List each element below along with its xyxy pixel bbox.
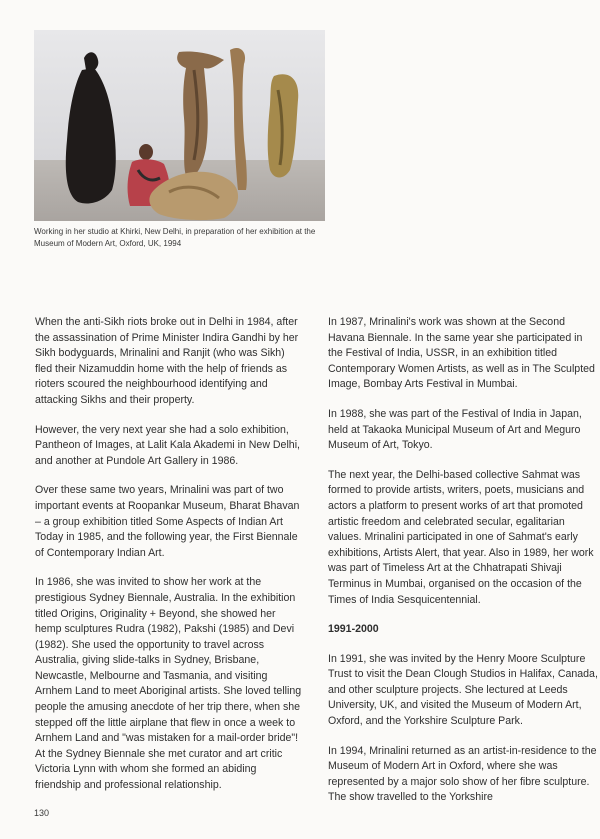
- photo-scene: [34, 30, 325, 221]
- studio-photograph: [34, 30, 325, 221]
- paragraph: However, the very next year she had a solo exhibition, Pantheon of Images, at Lalit Kala Akademi in New Delhi, and another at Pundole Art Gallery in 1986.: [35, 423, 300, 467]
- left-column: [35, 315, 303, 808]
- photo-caption: Working in her studio at Khirki, New Delhi, in preparation of her exhibition at the Museum of Modern Art, Oxford, UK, 1994: [34, 227, 316, 248]
- paragraph: When the anti-Sikh riots broke out in Delhi in 1984, after the assassination of Prime Minister Indira Gandhi by her Sikh bodyguards, Mrinalini and Ranjit (who was Sikh) fled their Nizamuddin home with the help of friends as rioters scoured the neighbourhood identifying and attacking Sikhs and their property.: [35, 316, 299, 406]
- page-number: 130: [34, 808, 50, 818]
- paragraph: The next year, the Delhi-based collective Sahmat was formed to provide artists, writers, poets, musicians and actors a platform to present works of art that promoted artistic freedom and celebrated secular, egalitarian values. Mrinalini participated in one of Sahmat's early exhibitions, Artists Alert, that year. Also in 1989, her work was part of Timeless Art at the Chhatrapati Shivaji Terminus in Mumbai, organised on the occasion of the Times of India Sesquicentennial.: [328, 468, 594, 606]
- paragraph: In 1991, she was invited by the Henry Moore Sculpture Trust to visit the Dean Clough Studios in Halifax, Canada, and other sculpture projects. She lectured at Leeds University, UK, and visited the Museum of Modern Art, Oxford, and the Yorkshire Sculpture Park.: [328, 652, 598, 728]
- right-column: [328, 315, 600, 820]
- paragraph: In 1986, she was invited to show her work at the prestigious Sydney Biennale, Australia. In the exhibition titled Origins, Originality + Beyond, she showed her hemp sculptures Rudra (1982), Pakshi (1985) and Devi (1982). She used the opportunity to travel across Australia, giving slide-talks in Sydney, Brisbane, Newcastle, Melbourne and Tasmania, and visiting Arnhem Land to meet Aboriginal artists. She loved telling people the amusing anecdote of her trip there, when she stepped off the little airplane that flew in once a week to Arnhem Land and "was mistaken for a mail-order bride"! At the Sydney Biennale she met curator and art critic Victoria Lynn with whom she formed an abiding friendship and professional relationship.: [35, 576, 302, 792]
- paragraph: Over these same two years, Mrinalini was part of two important events at Roopankar Museum, Bharat Bhavan – a group exhibition titled Some Aspects of Indian Art Today in 1985, and the following year, the First Biennale of Contemporary Indian Art.: [35, 484, 300, 559]
- paragraph: In 1988, she was part of the Festival of India in Japan, held at Takaoka Municipal Museum of Art and Meguro Museum of Art, Tokyo.: [328, 407, 582, 452]
- paragraph: In 1987, Mrinalini's work was shown at the Second Havana Biennale. In the same year she participated in the Festival of India, USSR, in an exhibition titled Contemporary Women Artists, as well as in The Sculpted Image, Bombay Arts Festival in Mumbai.: [328, 316, 595, 391]
- section-heading: 1991-2000: [328, 623, 379, 636]
- paragraph: In 1994, Mrinalini returned as an artist-in-residence to the Museum of Modern Art in Oxford, where she was represented by a major solo show of her fibre sculpture. The show travelled to the Yorkshire: [328, 744, 597, 804]
